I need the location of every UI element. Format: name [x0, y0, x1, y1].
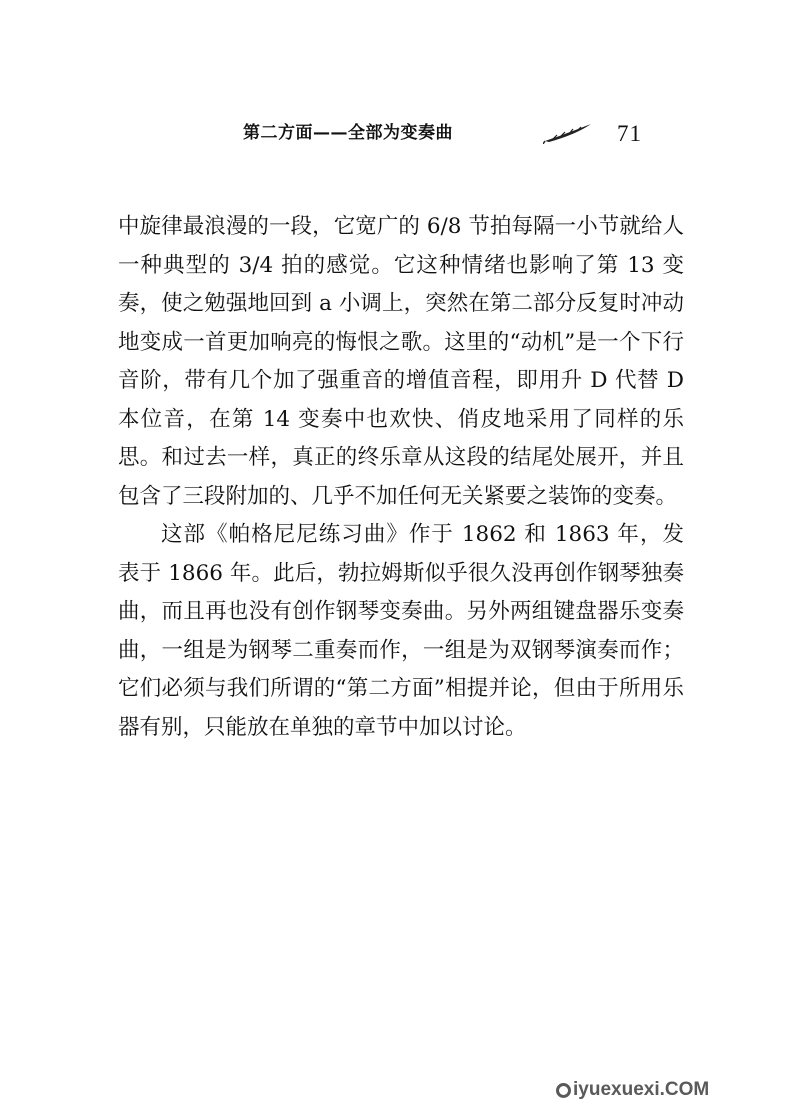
page-number: 71: [617, 121, 642, 146]
watermark-q-icon: [556, 1083, 571, 1098]
body-text: [118, 208, 684, 747]
paragraph-1: 中旋律最浪漫的一段，它宽广的 6/8 节拍每隔一小节就给人一种典型的 3/4 拍的感觉。它这种情绪也影响了第 13 变奏，使之勉强地回到 a 小调上，突然在第二部分反复时冲动地变成一首更加响亮的悔恨之歌。这里的“动机”是一个下行音阶，带有几个加了强重音的增值音程，即用升 D 代替 D 本位音，在第 14 变奏中也欢快、俏皮地采用了同样的乐思。和过去一样，真正的终乐章从这段的结尾处展开，并且包含了三段附加的、几乎不加任何无关紧要之装饰的变奏。: [118, 214, 684, 509]
paragraph-2: 这部《帕格尼尼练习曲》作于 1862 和 1863 年，发表于 1866 年。此后，勃拉姆斯似乎很久没再创作钢琴独奏曲，而且再也没有创作钢琴变奏曲。另外两组键盘器乐变奏曲，一组是为钢琴二重奏而作，一组是为双钢琴演奏而作；它们必须与我们所谓的“第二方面”相提并论，但由于所用乐器有别，只能放在单独的章节中加以讨论。: [118, 522, 684, 740]
running-head: [0, 118, 794, 154]
watermark: [556, 1079, 709, 1101]
quill-icon: [543, 122, 593, 144]
watermark-text: iyuexuexi.COM: [573, 1079, 710, 1100]
running-title: 第二方面——全部为变奏曲: [243, 123, 453, 143]
